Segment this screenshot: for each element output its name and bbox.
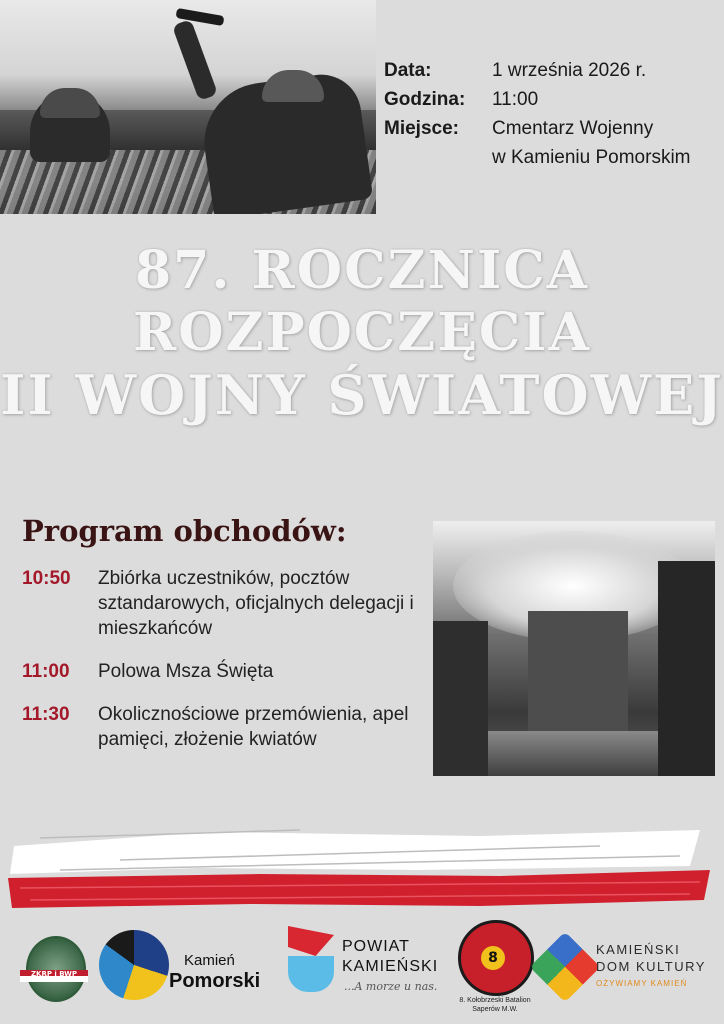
place-label: Miejsce: [384, 118, 459, 139]
date-value: 1 września 2026 r. [492, 60, 647, 81]
program-time: 11:00 [22, 661, 70, 682]
program-item [22, 566, 422, 641]
powiat-tagline: ...A morze u nas. [344, 980, 438, 993]
powiat-kamienski-logo [288, 926, 453, 1010]
powiat-mark-icon [288, 926, 334, 992]
place-value-line2: w Kamieniu Pomorskim [492, 147, 691, 168]
photo-burning-city [433, 521, 715, 776]
kamien-line2: Pomorski [169, 970, 261, 992]
place-value-line1: Cmentarz Wojenny [492, 118, 654, 139]
powiat-line2: KAMIEŃSKI [342, 958, 439, 975]
kdk-mark-icon [530, 932, 601, 1003]
program-item [22, 702, 422, 752]
program-time: 11:30 [22, 704, 70, 725]
program-time: 10:50 [22, 568, 71, 589]
kamien-pomorski-logo [99, 928, 299, 1008]
program-desc: Zbiórka uczestników, pocztów sztandarowych, oficjalnych delegacji i mieszkańców [98, 568, 414, 639]
kdk-line1: KAMIEŃSKI [596, 942, 681, 957]
sponsor-logos [0, 918, 724, 1024]
program-desc: Polowa Msza Święta [98, 661, 274, 682]
batalion-number: 8 [481, 946, 505, 970]
time-value: 11:00 [492, 89, 539, 110]
program-heading: Program obchodów: [22, 514, 347, 548]
page-title [0, 240, 724, 426]
title-line1: 87. ROCZNICA [134, 240, 589, 301]
place-row-2 [384, 143, 722, 172]
program-item [22, 659, 422, 684]
title-line3: II WOJNY ŚWIATOWEJ [0, 363, 724, 427]
zkrp-logo [20, 926, 88, 1010]
event-info [384, 56, 722, 172]
batalion-logo [454, 920, 536, 1020]
sailboat-icon [99, 930, 169, 1000]
program-desc: Okolicznościowe przemówienia, apel pamięci, złożenie kwiatów [98, 704, 409, 750]
polish-flag-banner [0, 826, 724, 922]
time-row [384, 85, 722, 114]
kamien-line1: Kamień [184, 952, 235, 969]
kamienski-dom-kultury-logo [540, 930, 710, 1010]
kdk-tagline: OŻYWIAMY KAMIEŃ [596, 979, 688, 988]
date-row [384, 56, 722, 85]
program-list [22, 566, 422, 770]
kdk-line2: DOM KULTURY [596, 959, 706, 974]
powiat-line1: POWIAT [342, 938, 410, 955]
zkrp-text: ZKRP i BWP [30, 970, 78, 978]
date-label: Data: [384, 60, 432, 81]
photo-soldiers [0, 0, 376, 214]
batalion-caption: 8. Kołobrzeski Batalion Saperów M.W. [459, 997, 531, 1013]
place-row [384, 114, 722, 143]
time-label: Godzina: [384, 89, 466, 110]
title-line2: ROZPOCZĘCIA [133, 302, 591, 363]
